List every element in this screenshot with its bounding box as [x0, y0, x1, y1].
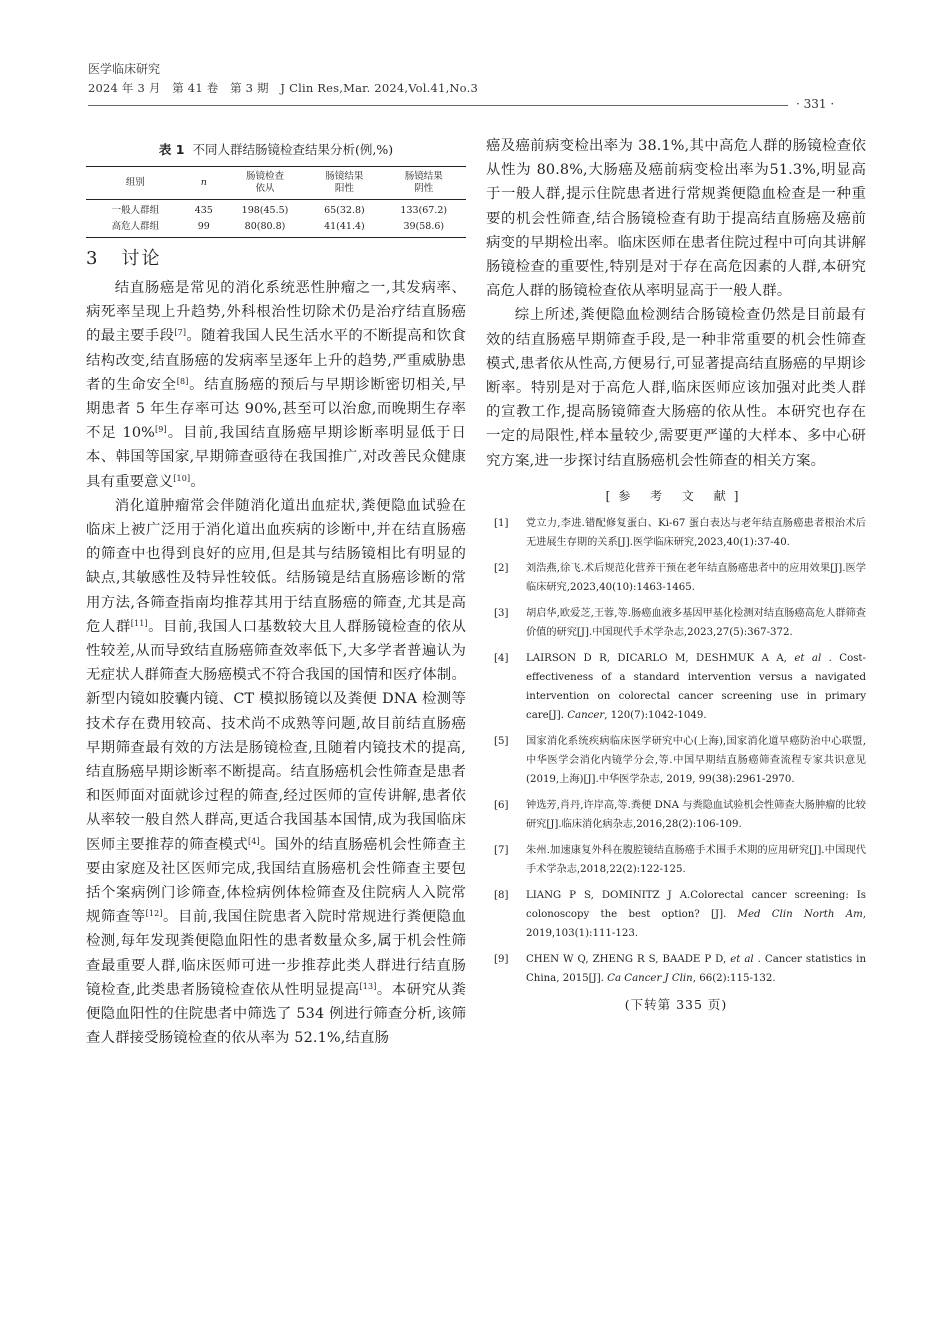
section-number: 3: [86, 248, 100, 269]
reference-item: [486, 950, 866, 988]
paragraph: [86, 276, 466, 494]
cell-n: 99: [185, 219, 223, 238]
cell-negative: 39(58.6): [382, 219, 466, 238]
issue-info: 2024 年 3 月 第 41 卷 第 3 期 J Clin Res,Mar. 2024,Vol.41,No.3: [88, 81, 478, 95]
text-run: 。目前,我国住院患者入院时常规进行粪便隐血检测,每年发现粪便隐血阳性的患者数量众多,属于机会性筛查最重要人群,临床医师可进一步推荐此类人群进行结直肠镜检查,此类患者肠镜检查依从性明显提高: [86, 909, 466, 998]
citation: [9]: [154, 425, 167, 435]
reference-number: [3]: [494, 607, 509, 619]
text-run: 。结直肠癌的预后与早期诊断密切相关,早期患者 5 年生存率可达 90%,甚至可以治愈,而晚期生存率不足 10%: [86, 376, 466, 442]
reference-number: [6]: [494, 799, 509, 811]
cell-compliance: 198(45.5): [241, 205, 289, 216]
reference-text: . Cancer statistics in China, 2015[J].: [526, 953, 867, 984]
continued-note: (下转第 335 页): [624, 996, 728, 1012]
cell-positive: 41(41.4): [307, 219, 381, 238]
cell-positive: 65(32.8): [324, 205, 365, 216]
table-label: 表 1: [158, 142, 185, 157]
citation: [12]: [145, 909, 163, 919]
reference-text: 胡启华,欧爱芝,王蓉,等.肠癌血液多基因甲基化检测对结直肠癌高危人群筛查价值的研究[J].中国现代手术学杂志,2023,27(5):367-372.: [526, 607, 866, 638]
paragraph: [86, 494, 466, 1051]
cell-compliance: 80(80.8): [223, 219, 307, 238]
header-divider: [88, 105, 788, 106]
col-header-positive: 肠镜结果 阳性: [307, 167, 381, 200]
col-header-n: n: [185, 167, 223, 200]
text-run: 。随着我国人民生活水平的不断提高和饮食结构改变,结直肠癌的发病率呈逐年上升的趋势,严重威胁患者的生命安全: [86, 328, 466, 393]
reference-item: [486, 604, 866, 642]
table-header-row: [86, 167, 466, 200]
col-header-group: 组别: [86, 167, 185, 200]
citation: [7]: [174, 328, 187, 338]
cell-n: 435: [194, 205, 213, 216]
citation: [13]: [359, 981, 377, 991]
reference-text: 国家消化系统疾病临床医学研究中心(上海),国家消化道早癌防治中心联盟,中华医学会消化内镜学分会,等.中国早期结直肠癌筛查流程专家共识意见(2019,上海)[J].中华医学杂志, 2019, 99(38):2961-2970.: [526, 735, 866, 785]
text-run: 。目前,我国人口基数较大且人群肠镜检查的依从性较差,从而导致结直肠癌筛查效率低下,大多学者普遍认为无症状人群筛查大肠癌模式不符合我国的国情和医疗体制。新型内镜如胶囊内镜、CT 模拟肠镜以及粪便 DNA 检测等技术存在费用较高、技术尚不成熟等问题,故目前结直肠癌早期筛查最有效的方法是肠镜检查,且随着内镜技术的提高,结直肠癌早期诊断率不断提高。结直肠癌机会性筛查是患者和医师面对面就诊过程的筛查,经过医师的宣传讲解,患者依从率较一般自然人群高,更适合我国基本国情,成为我国临床医师主要推荐的筛查模式: [86, 618, 466, 853]
reference-number: [5]: [494, 735, 509, 747]
citation: [8]: [176, 376, 189, 386]
reference-journal: Ca Cancer J Clin: [607, 972, 693, 984]
reference-text: , 120(7):1042-1049.: [604, 709, 707, 721]
reference-italic: et al: [730, 953, 754, 965]
cell-negative: 133(67.2): [400, 205, 448, 216]
section-heading: [86, 244, 466, 270]
table-caption: [86, 140, 466, 158]
reference-text: 钟选芳,肖丹,许岸高,等.粪便 DNA 与粪隐血试验机会性筛查大肠肿瘤的比较研究[J].临床消化病杂志,2016,28(2):106-109.: [526, 799, 866, 830]
col-header-negative: 肠镜结果 阴性: [382, 167, 466, 200]
references-heading: [参 考 文 献]: [605, 488, 747, 503]
text-run: 结直肠癌是常见的消化系统恶性肿瘤之一,其发病率、病死率呈现上升趋势,外科根治性切除术仍是治疗结直肠癌的最主要手段: [86, 280, 466, 345]
text-run: 。目前,我国结直肠癌早期诊断率明显低于日本、韩国等国家,早期筛查亟待在我国推广,对改善民众健康具有重要意义: [86, 425, 466, 490]
text-run: 。国外的结直肠癌机会性筛查主要由家庭及社区医师完成,我国结直肠癌机会性筛查主要包括个案病例门诊筛查,体检病例体检筛查及住院病人入院常规筛查等: [86, 836, 466, 926]
reference-number: [2]: [494, 562, 509, 574]
right-column: [486, 134, 866, 1013]
reference-item: [486, 559, 866, 597]
reference-number: [1]: [494, 517, 509, 529]
reference-text: , 66(2):115-132.: [692, 972, 776, 984]
reference-number: [4]: [494, 652, 509, 664]
section-title: 讨论: [121, 248, 162, 269]
reference-text: CHEN W Q, ZHENG R S, BAADE P D,: [526, 953, 731, 965]
reference-item: [486, 796, 866, 834]
table-row: [86, 200, 466, 220]
left-column: [86, 134, 466, 1051]
table-title: 不同人群结肠镜检查结果分析(例,%): [192, 142, 394, 157]
reference-journal: Med Clin North Am: [737, 908, 863, 920]
paragraph: 综上所述,粪便隐血检测结合肠镜检查仍然是目前最有效的结直肠癌早期筛查手段,是一种非常重要的机会性筛查模式,患者依从性高,方便易行,可显著提高结直肠癌的早期诊断率。特别是对于高危人群,临床医师应该加强对此类人群的宣教工作,提高肠镜筛查大肠癌的依从性。本研究也存在一定的局限性,样本量较少,需要更严谨的大样本、多中心研究方案,进一步探讨结直肠癌机会性筛查的相关方案。: [486, 307, 866, 469]
reference-number: [8]: [494, 889, 509, 901]
reference-text: 刘浩燕,徐飞.术后规范化营养干预在老年结直肠癌患者中的应用效果[J].医学临床研究,2023,40(10):1463-1465.: [526, 562, 866, 593]
reference-journal: Cancer: [567, 709, 605, 721]
reference-text: 朱州.加速康复外科在腹腔镜结直肠癌手术围手术期的应用研究[J].中国现代手术学杂志,2018,22(2):122-125.: [526, 844, 866, 875]
reference-item: [486, 514, 866, 552]
results-table: [86, 166, 466, 238]
reference-text: 党立力,李进.错配修复蛋白、Ki-67 蛋白表达与老年结直肠癌患者根治术后无进展生存期的关系[J].医学临床研究,2023,40(1):37-40.: [526, 517, 866, 548]
reference-text: LAIRSON D R, DICARLO M, DESHMUK A A,: [526, 652, 795, 664]
citation: [10]: [173, 473, 191, 483]
reference-item: [486, 886, 866, 943]
reference-item: [486, 732, 866, 789]
text-run: 。: [190, 473, 205, 490]
paragraph: 癌及癌前病变检出率为 38.1%,其中高危人群的肠镜检查依从性为 80.8%,大肠癌及癌前病变检出率为51.3%,明显高于一般人群,提示住院患者进行常规粪便隐血检查是一种重要的机会性筛查,结合肠镜检查有助于提高结直肠癌及癌前病变的早期检出率。临床医师在患者住院过程中可向其讲解肠镜检查的重要性,特别是对于存在高危因素的人群,本研究高危人群的肠镜检查依从率明显高于一般人群。: [486, 138, 866, 300]
reference-number: [7]: [494, 844, 509, 856]
page-number: · 331 ·: [796, 97, 835, 111]
reference-text: LIANG P S, DOMINITZ J A.Colorectal cancer screening: Is colonoscopy the best option? [J].: [526, 889, 866, 920]
reference-text: , 2019,103(1):111-123.: [526, 908, 866, 939]
reference-item: [486, 841, 866, 879]
citation: [11]: [130, 618, 148, 628]
reference-italic: et al: [794, 652, 822, 664]
reference-item: [486, 649, 866, 725]
citation: [4]: [248, 836, 260, 846]
col-header-compliance: 肠镜检查 依从: [223, 167, 307, 200]
text-run: 。本研究从粪便隐血阳性的住院患者中筛选了 534 例进行筛查分析,该筛查人群接受肠镜检查的依从率为 52.1%,结直肠: [86, 981, 466, 1047]
cell-group: 高危人群组: [86, 219, 185, 238]
table-row: [86, 219, 466, 238]
cell-group: 一般人群组: [111, 205, 160, 216]
text-run: 消化道肿瘤常会伴随消化道出血症状,粪便隐血试验在临床上被广泛用于消化道出血疾病的诊断中,并在结直肠癌的筛查中也得到良好的应用,但是其与结肠镜相比有明显的缺点,其敏感性及特异性较低。结肠镜是结直肠癌诊断的常用方法,各筛查指南均推荐其用于结直肠癌的筛查,尤其是高危人群: [86, 497, 466, 635]
journal-name: 医学临床研究: [88, 62, 161, 76]
reference-text: . Cost-effectiveness of a standard intervention versus a navigated intervention on colorectal cancer screening use in primary care[J].: [526, 652, 866, 721]
reference-number: [9]: [494, 953, 509, 965]
